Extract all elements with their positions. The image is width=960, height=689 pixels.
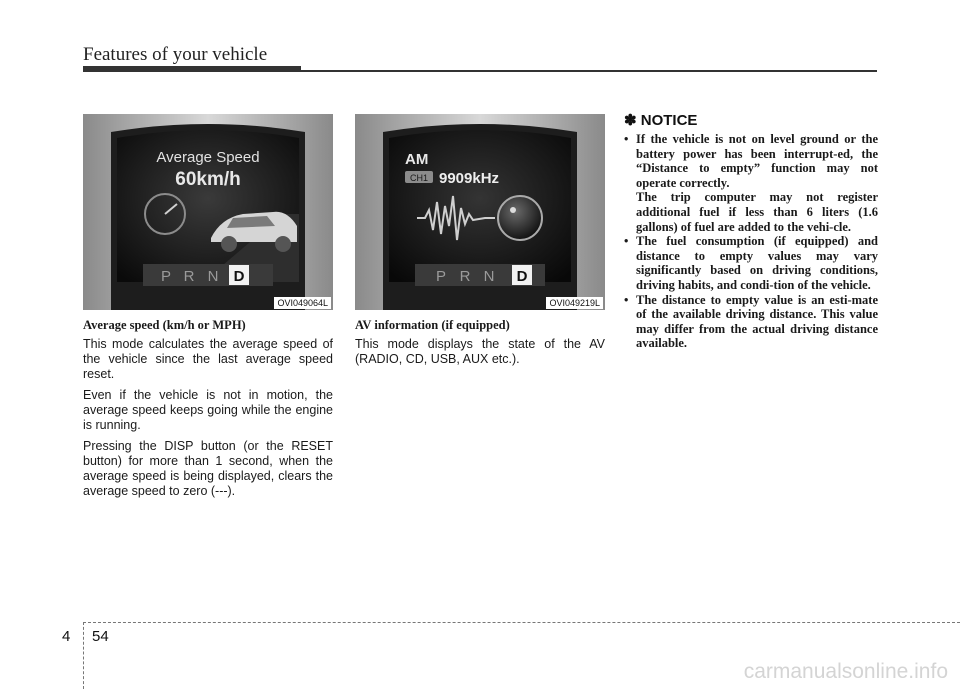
display-band: AM bbox=[405, 151, 429, 168]
knob-icon bbox=[498, 196, 542, 240]
notice-box bbox=[624, 111, 878, 351]
gear-r: R bbox=[459, 268, 471, 285]
figure-average-speed bbox=[83, 114, 333, 310]
cluster-display-illustration bbox=[83, 114, 333, 310]
paragraph: This mode calculates the average speed of the vehicle since the last average speed reset. bbox=[83, 337, 333, 381]
notice-text: The fuel consumption (if equipped) and distance to empty values may vary significantly based on driving conditions, driving habits, and condi-tion of the vehicle. bbox=[636, 234, 878, 292]
display-value: 60km/h bbox=[175, 169, 241, 190]
section-heading: Average speed (km/h or MPH) bbox=[83, 318, 246, 332]
gear-p: P bbox=[160, 268, 172, 285]
paragraph: Pressing the DISP button (or the RESET button) for more than 1 second, when the average speed is being displayed, clears the average speed to zero (---). bbox=[83, 439, 333, 498]
header-rule bbox=[300, 70, 877, 72]
paragraph: This mode displays the state of the AV (RADIO, CD, USB, AUX etc.). bbox=[355, 337, 605, 366]
footer-divider bbox=[83, 622, 84, 689]
average-speed-section bbox=[83, 318, 333, 505]
av-information-section bbox=[355, 318, 605, 373]
cluster-display-illustration bbox=[355, 114, 605, 310]
section-number: 4 bbox=[62, 628, 71, 645]
bullet-icon: • bbox=[624, 292, 629, 307]
bullet-icon: • bbox=[624, 132, 629, 146]
notice-item bbox=[624, 293, 878, 351]
display-title: Average Speed bbox=[156, 149, 260, 166]
gear-n: N bbox=[483, 268, 495, 285]
paragraph: Even if the vehicle is not in motion, the average speed keeps going while the engine is running. bbox=[83, 388, 333, 432]
figure-av-information bbox=[355, 114, 605, 310]
gear-d-active: D bbox=[516, 268, 528, 285]
gear-r: R bbox=[183, 268, 195, 285]
notice-item bbox=[624, 132, 878, 234]
channel-label: CH1 bbox=[409, 173, 429, 183]
notice-item bbox=[624, 234, 878, 292]
gear-p: P bbox=[435, 268, 447, 285]
bullet-icon: • bbox=[624, 234, 629, 249]
gear-d-active: D bbox=[233, 268, 245, 285]
figure-code: OVI049064L bbox=[274, 297, 331, 309]
footer-rule bbox=[83, 622, 960, 623]
header-bar bbox=[83, 66, 301, 72]
section-heading: AV information (if equipped) bbox=[355, 318, 510, 332]
notice-text: The distance to empty value is an esti-mate of the available driving distance. This value may differ from the actual driving distance available. bbox=[636, 292, 878, 351]
figure-code: OVI049219L bbox=[546, 297, 603, 309]
notice-title: ✽ NOTICE bbox=[624, 112, 698, 129]
notice-text: The trip computer may not register additional fuel if less than 6 liters (1.6 gallons) of fuel are added to the vehi-cle. bbox=[636, 190, 878, 234]
gear-n: N bbox=[207, 268, 219, 285]
page-header-title: Features of your vehicle bbox=[83, 44, 268, 65]
notice-list bbox=[624, 132, 878, 351]
frequency-value: 9909kHz bbox=[439, 170, 500, 187]
page-number: 54 bbox=[92, 628, 109, 645]
watermark: carmanualsonline.info bbox=[743, 660, 948, 683]
notice-text: If the vehicle is not on level ground or the battery power has been interrupt-ed, the “Distance to empty” function may not operate correctly. bbox=[636, 132, 878, 190]
